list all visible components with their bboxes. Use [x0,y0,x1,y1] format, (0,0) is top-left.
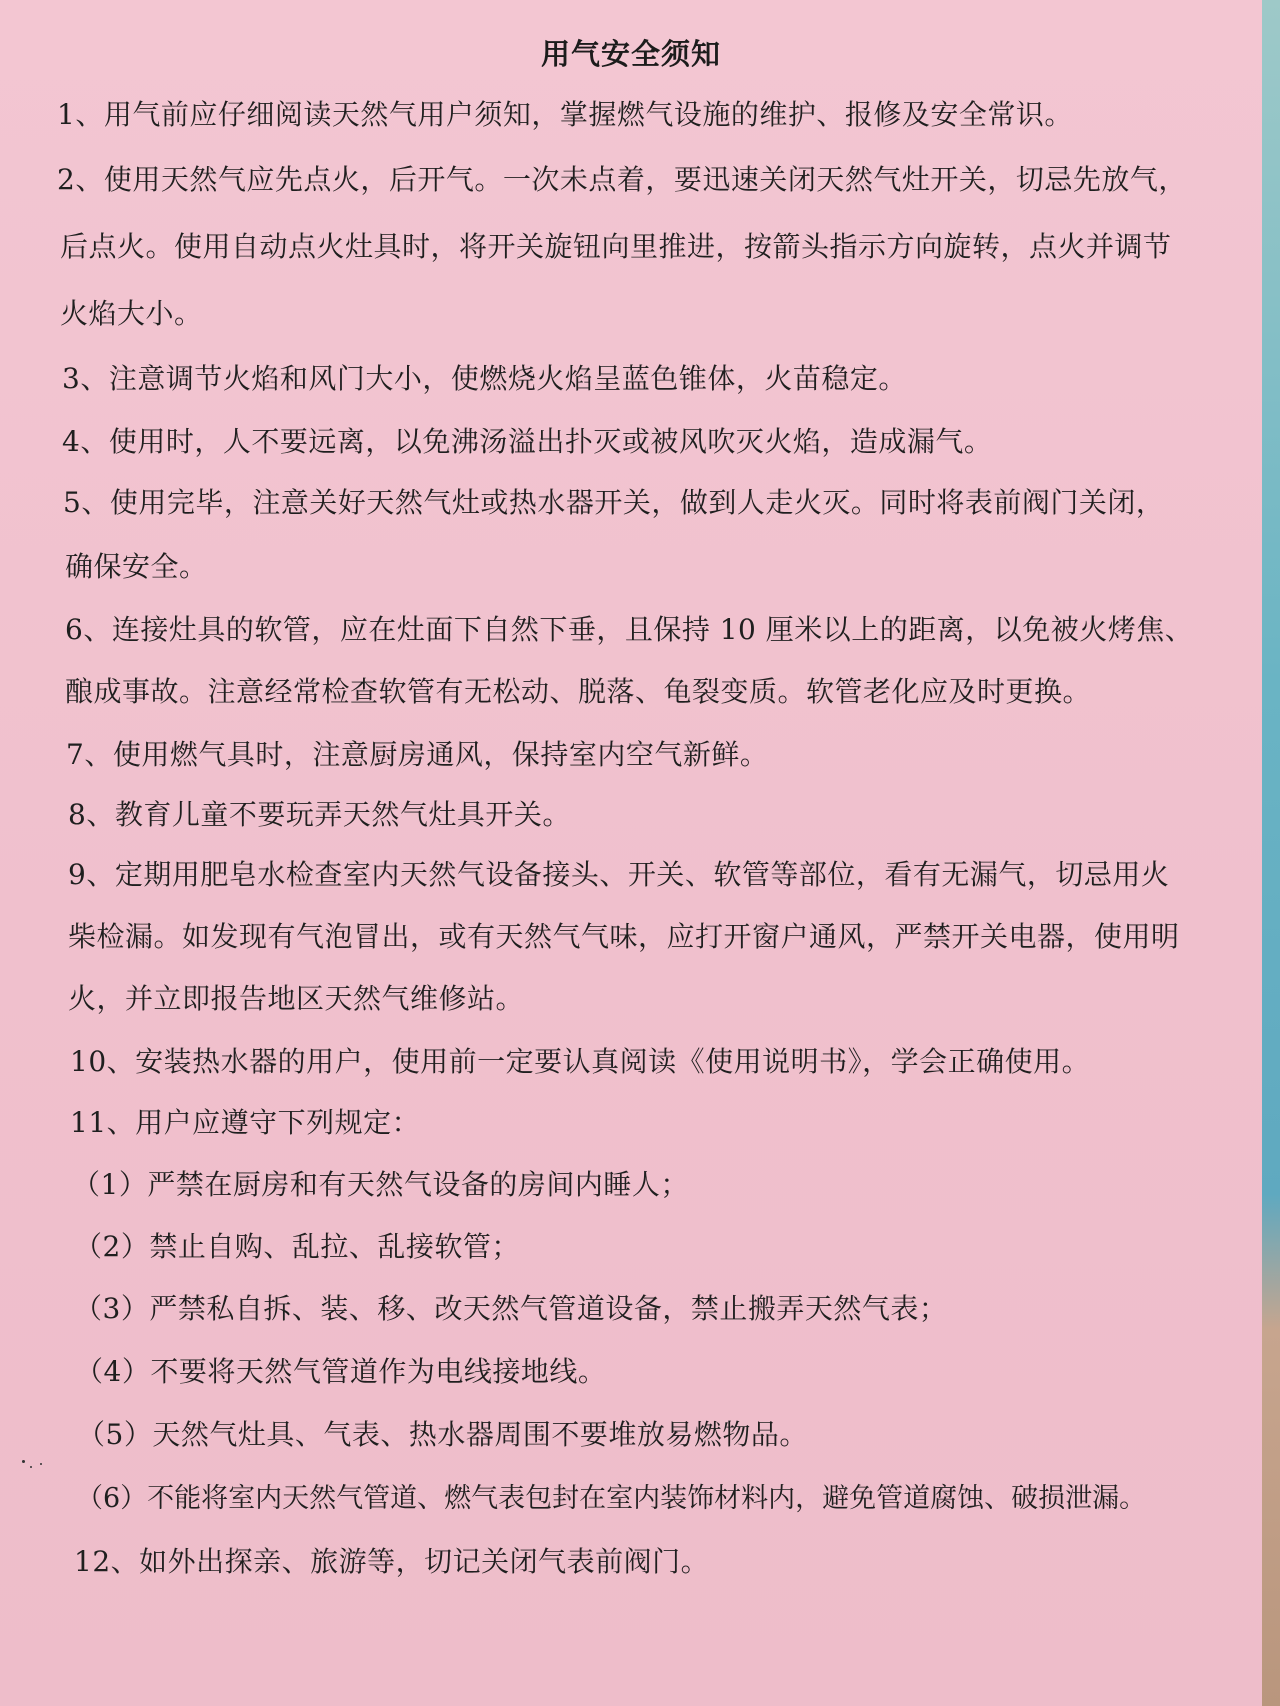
item-5-line-1: 5、使用完毕，注意关好天然气灶或热水器开关，做到人走火灭。同时将表前阀门关闭， [63,486,1165,519]
item-9-line-2: 柴检漏。如发现有气泡冒出，或有天然气气味，应打开窗户通风，严禁开关电器，使用明 [68,920,1180,953]
item-7-line-1: 7、使用燃气具时，注意厨房通风，保持室内空气新鲜。 [66,738,769,771]
item-11-sub-6: （6）不能将室内天然气管道、燃气表包封在室内装饰材料内，避免管道腐蚀、破损泄漏。 [76,1483,1147,1514]
notice-title: 用气安全须知 [540,37,721,71]
item-11-sub-4: （4）不要将天然气管道作为电线接地线。 [75,1355,607,1388]
item-5-line-2: 确保安全。 [65,550,208,583]
item-11-line-1: 11、用户应遵守下列规定： [70,1106,421,1139]
background-edge [1262,0,1280,1706]
item-9-line-1: 9、定期用肥皂水检查室内天然气设备接头、开关、软管等部位，看有无漏气，切忌用火 [68,858,1170,891]
item-11-sub-2: （2）禁止自购、乱拉、乱接软管； [74,1230,520,1263]
item-12-line-1: 12、如外出探亲、旅游等，切记关闭气表前阀门。 [74,1545,710,1578]
paper-speck [40,1463,42,1465]
item-3-line-1: 3、注意调节火焰和风门大小，使燃烧火焰呈蓝色锥体，火苗稳定。 [62,362,907,395]
item-2-line-1: 2、使用天然气应先点火，后开气。一次未点着，要迅速关闭天然气灶开关，切忌先放气， [57,163,1187,196]
item-11-sub-1: （1）严禁在厨房和有天然气设备的房间内睡人； [72,1168,689,1201]
item-2-line-3: 火焰大小。 [60,297,203,330]
item-10-line-1: 10、安装热水器的用户，使用前一定要认真阅读《使用说明书》，学会正确使用。 [70,1045,1091,1078]
item-4-line-1: 4、使用时，人不要远离，以免沸汤溢出扑灭或被风吹灭火焰，造成漏气。 [62,425,993,458]
item-2-line-2: 后点火。使用自动点火灶具时，将开关旋钮向里推进，按箭头指示方向旋转，点火并调节 [60,230,1172,263]
item-1-line-1: 1、用气前应仔细阅读天然气用户须知，掌握燃气设施的维护、报修及安全常识。 [57,98,1073,131]
item-9-line-3: 火，并立即报告地区天然气维修站。 [68,982,525,1015]
paper-speck [30,1466,32,1468]
paper-speck [22,1460,25,1463]
item-11-sub-3: （3）严禁私自拆、装、移、改天然气管道设备，禁止搬弄天然气表； [74,1292,948,1325]
item-6-line-2: 酿成事故。注意经常检查软管有无松动、脱落、龟裂变质。软管老化应及时更换。 [65,675,1092,708]
item-6-line-1: 6、连接灶具的软管，应在灶面下自然下垂，且保持 10 厘米以上的距离，以免被火烤焦、 [65,613,1194,646]
item-8-line-1: 8、教育儿童不要玩弄天然气灶具开关。 [68,798,571,831]
item-11-sub-5: （5）天然气灶具、气表、热水器周围不要堆放易燃物品。 [77,1418,808,1451]
